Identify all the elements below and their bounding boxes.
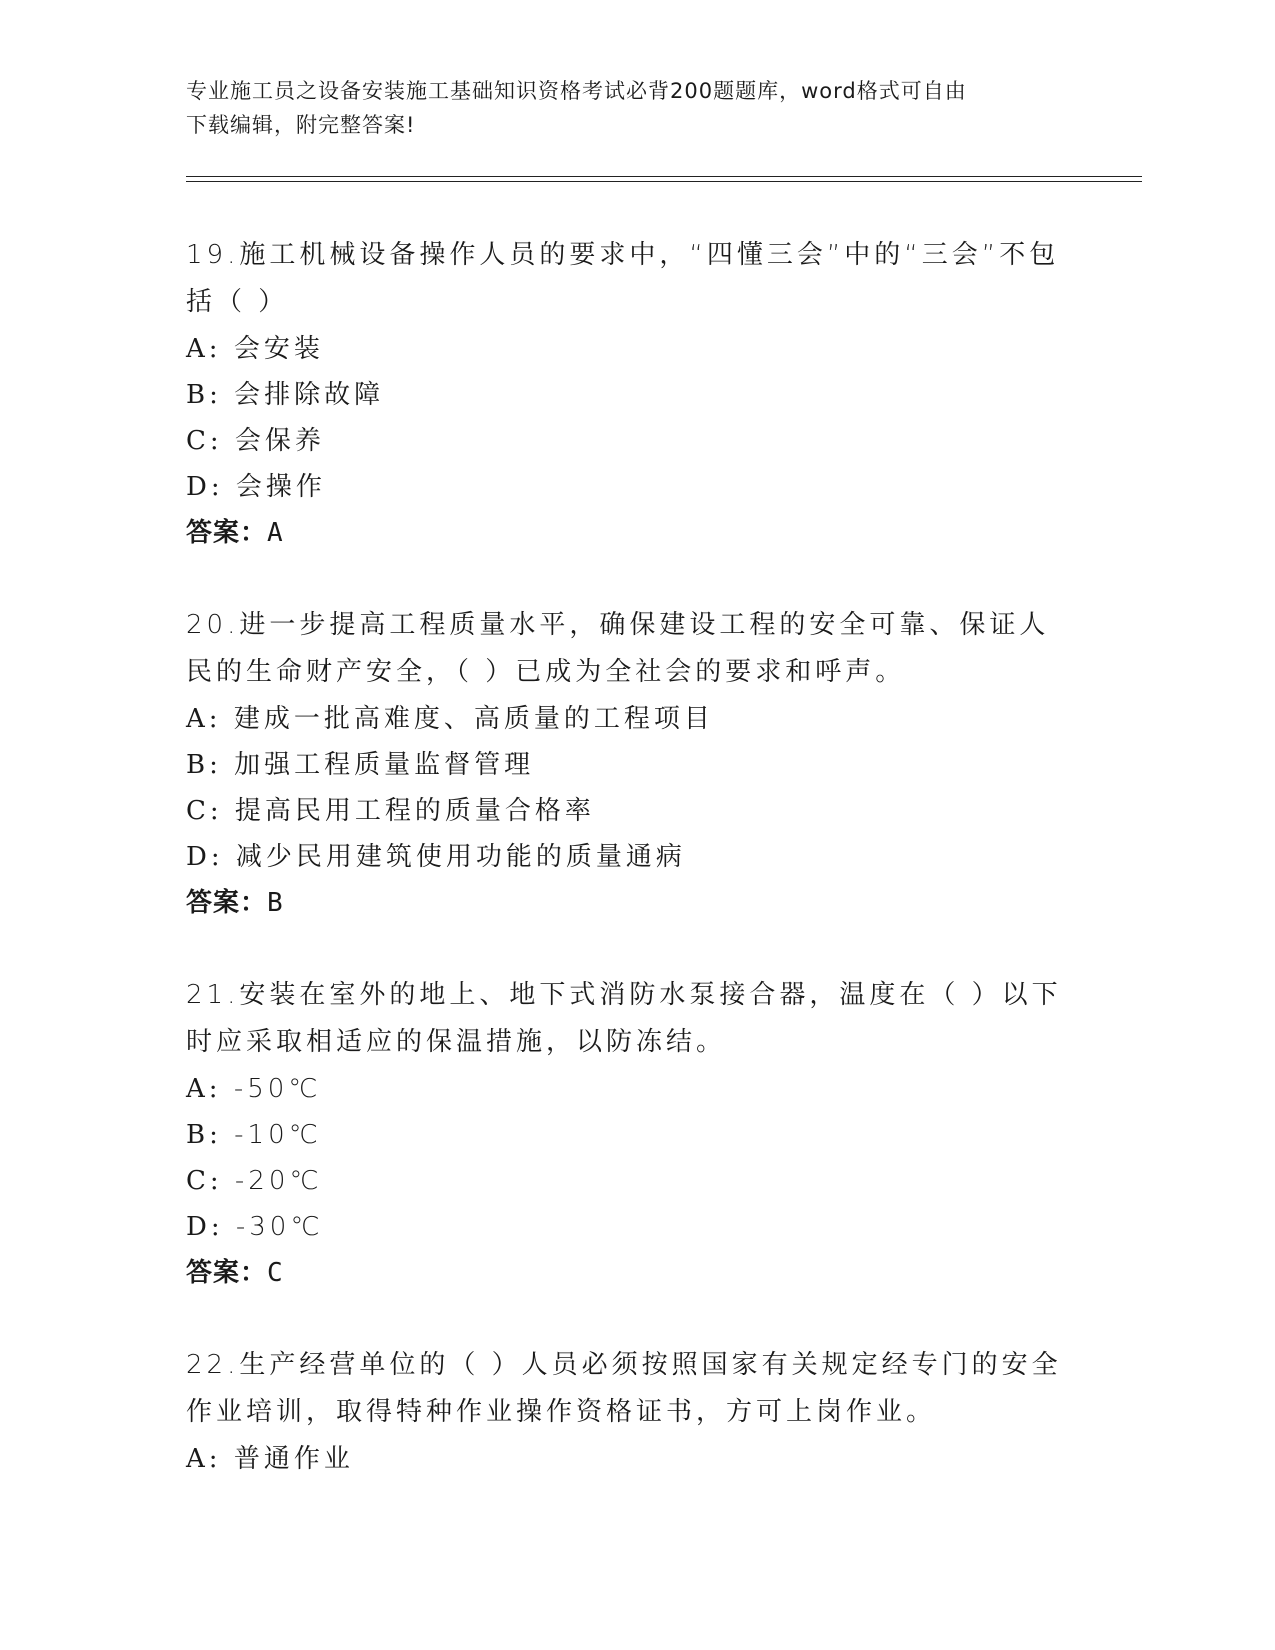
option-letter: D: bbox=[186, 472, 224, 502]
question-19 bbox=[186, 232, 1066, 556]
header-divider-top bbox=[186, 176, 1142, 177]
option-text: 会操作 bbox=[235, 472, 326, 502]
option-c bbox=[186, 1158, 1066, 1204]
option-letter: B: bbox=[186, 1120, 222, 1150]
option-text: 建成一批高难度、高质量的工程项目 bbox=[233, 704, 714, 734]
option-text: 会安装 bbox=[233, 334, 324, 364]
question-text: 19.施工机械设备操作人员的要求中，“四懂三会”中的“三会”不包括（ ） bbox=[186, 240, 1060, 317]
document-header bbox=[186, 74, 1086, 142]
option-b bbox=[186, 742, 1066, 788]
option-letter: C: bbox=[186, 796, 223, 826]
option-text: 会保养 bbox=[234, 426, 325, 456]
option-b bbox=[186, 1112, 1066, 1158]
answer-value: B bbox=[267, 888, 284, 918]
option-d bbox=[186, 464, 1066, 510]
option-a bbox=[186, 326, 1066, 372]
answer-label: 答案： bbox=[186, 518, 268, 548]
answer-value: A bbox=[267, 518, 284, 548]
option-text: 会排除故障 bbox=[234, 380, 385, 410]
option-letter: B: bbox=[186, 380, 222, 410]
answer-label: 答案： bbox=[186, 888, 268, 918]
option-text: -20℃ bbox=[234, 1166, 323, 1196]
option-letter: A: bbox=[186, 704, 222, 734]
option-a bbox=[186, 1066, 1066, 1112]
question-22 bbox=[186, 1342, 1066, 1482]
answer-line bbox=[186, 880, 1066, 926]
answer-label: 答案： bbox=[186, 1258, 268, 1288]
option-text: 加强工程质量监督管理 bbox=[234, 750, 535, 780]
answer-line bbox=[186, 510, 1066, 556]
option-text: 普通作业 bbox=[233, 1444, 354, 1474]
option-c bbox=[186, 788, 1066, 834]
option-b bbox=[186, 372, 1066, 418]
question-text: 22.生产经营单位的（ ）人员必须按照国家有关规定经专门的安全作业培训，取得特种作业操作资格证书，方可上岗作业。 bbox=[186, 1350, 1062, 1427]
option-text: -30℃ bbox=[235, 1212, 324, 1242]
question-21 bbox=[186, 972, 1066, 1296]
answer-value: C bbox=[267, 1258, 284, 1288]
option-letter: A: bbox=[186, 1444, 222, 1474]
option-a bbox=[186, 696, 1066, 742]
option-letter: D: bbox=[186, 842, 224, 872]
option-letter: A: bbox=[186, 334, 222, 364]
option-text: 减少民用建筑使用功能的质量通病 bbox=[235, 842, 686, 872]
option-letter: B: bbox=[186, 750, 222, 780]
answer-line bbox=[186, 1250, 1066, 1296]
option-d bbox=[186, 834, 1066, 880]
option-text: -50℃ bbox=[233, 1074, 322, 1104]
option-text: -10℃ bbox=[234, 1120, 322, 1150]
option-a bbox=[186, 1436, 1066, 1482]
question-20 bbox=[186, 602, 1066, 926]
header-line-2: 下载编辑，附完整答案! bbox=[186, 113, 416, 137]
option-d bbox=[186, 1204, 1066, 1250]
question-list bbox=[186, 232, 1066, 1528]
header-divider-bottom bbox=[186, 181, 1142, 182]
option-text: 提高民用工程的质量合格率 bbox=[234, 796, 595, 826]
option-letter: C: bbox=[186, 426, 223, 456]
option-letter: C: bbox=[186, 1166, 223, 1196]
option-letter: D: bbox=[186, 1212, 224, 1242]
header-line-1: 专业施工员之设备安装施工基础知识资格考试必背200题题库，word格式可自由 bbox=[186, 79, 967, 103]
question-text: 21.安装在室外的地上、地下式消防水泵接合器，温度在（ ）以下时应采取相适应的保温措施，以防冻结。 bbox=[186, 980, 1062, 1057]
option-c bbox=[186, 418, 1066, 464]
option-letter: A: bbox=[186, 1074, 222, 1104]
question-text: 20.进一步提高工程质量水平，确保建设工程的安全可靠、保证人民的生命财产安全，（ ）已成为全社会的要求和呼声。 bbox=[186, 610, 1050, 687]
